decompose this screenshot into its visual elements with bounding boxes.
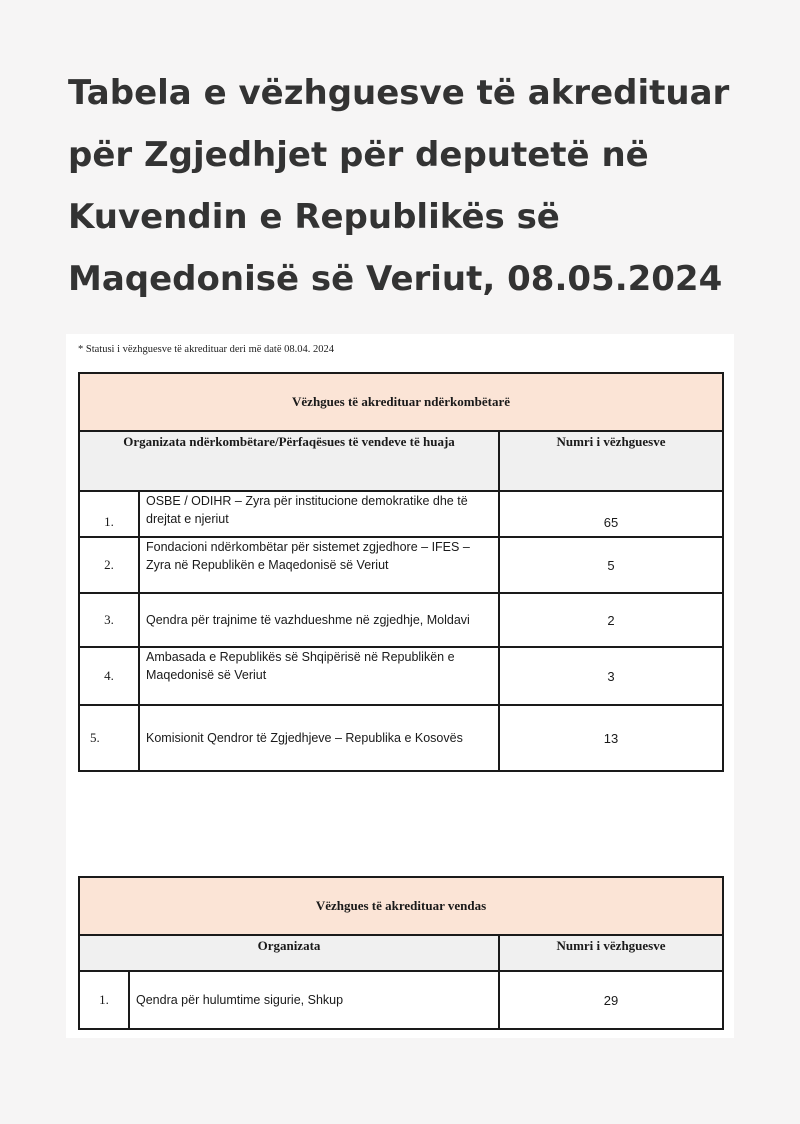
- table-heading-row: [79, 373, 723, 431]
- international-observers-table: [78, 372, 724, 772]
- row-number: 1.: [79, 971, 129, 1029]
- row-count: 3: [499, 647, 723, 705]
- row-number: 2.: [79, 537, 139, 593]
- row-organization: Fondacioni ndërkombëtar për sistemet zgjedhore – IFES – Zyra në Republikën e Maqedonisë së Veriut: [139, 537, 499, 593]
- page-title: Tabela e vëzhguesve të akredituar për Zgjedhjet për deputetë në Kuvendin e Republikës së Maqedonisë së Veriut, 08.05.2024: [68, 73, 730, 299]
- table-row: [79, 491, 723, 537]
- row-organization: OSBE / ODIHR – Zyra për institucione demokratike dhe të drejtat e njeriut: [139, 491, 499, 537]
- row-number: 3.: [79, 593, 139, 647]
- column-header-row: [79, 935, 723, 971]
- column-header-count: Numri i vëzhguesve: [499, 431, 723, 491]
- table-row: [79, 537, 723, 593]
- domestic-heading: Vëzhgues të akredituar vendas: [79, 877, 723, 935]
- table-row: [79, 593, 723, 647]
- table-heading-row: [79, 877, 723, 935]
- column-header-organization: Organizata ndërkombëtare/Përfaqësues të vendeve të huaja: [79, 431, 499, 491]
- column-header-organization: Organizata: [79, 935, 499, 971]
- row-number: 1.: [79, 491, 139, 537]
- table-row: [79, 705, 723, 771]
- status-note: * Statusi i vëzhguesve të akredituar deri më datë 08.04. 2024: [78, 344, 335, 355]
- row-organization: Komisionit Qendror të Zgjedhjeve – Republika e Kosovës: [139, 705, 499, 771]
- row-count: 65: [499, 491, 723, 537]
- table-row: [79, 971, 723, 1029]
- row-count: 13: [499, 705, 723, 771]
- international-heading: Vëzhgues të akredituar ndërkombëtarë: [79, 373, 723, 431]
- column-header-count: Numri i vëzhguesve: [499, 935, 723, 971]
- row-organization: Ambasada e Republikës së Shqipërisë në Republikën e Maqedonisë së Veriut: [139, 647, 499, 705]
- row-organization: Qendra për trajnime të vazhdueshme në zgjedhje, Moldavi: [139, 593, 499, 647]
- domestic-observers-table: [78, 876, 724, 1030]
- table-row: [79, 647, 723, 705]
- document-image: [66, 334, 734, 1038]
- column-header-row: [79, 431, 723, 491]
- row-count: 5: [499, 537, 723, 593]
- row-organization: Qendra për hulumtime sigurie, Shkup: [129, 971, 499, 1029]
- row-number: 4.: [79, 647, 139, 705]
- row-count: 29: [499, 971, 723, 1029]
- row-number: 5.: [79, 705, 139, 771]
- row-count: 2: [499, 593, 723, 647]
